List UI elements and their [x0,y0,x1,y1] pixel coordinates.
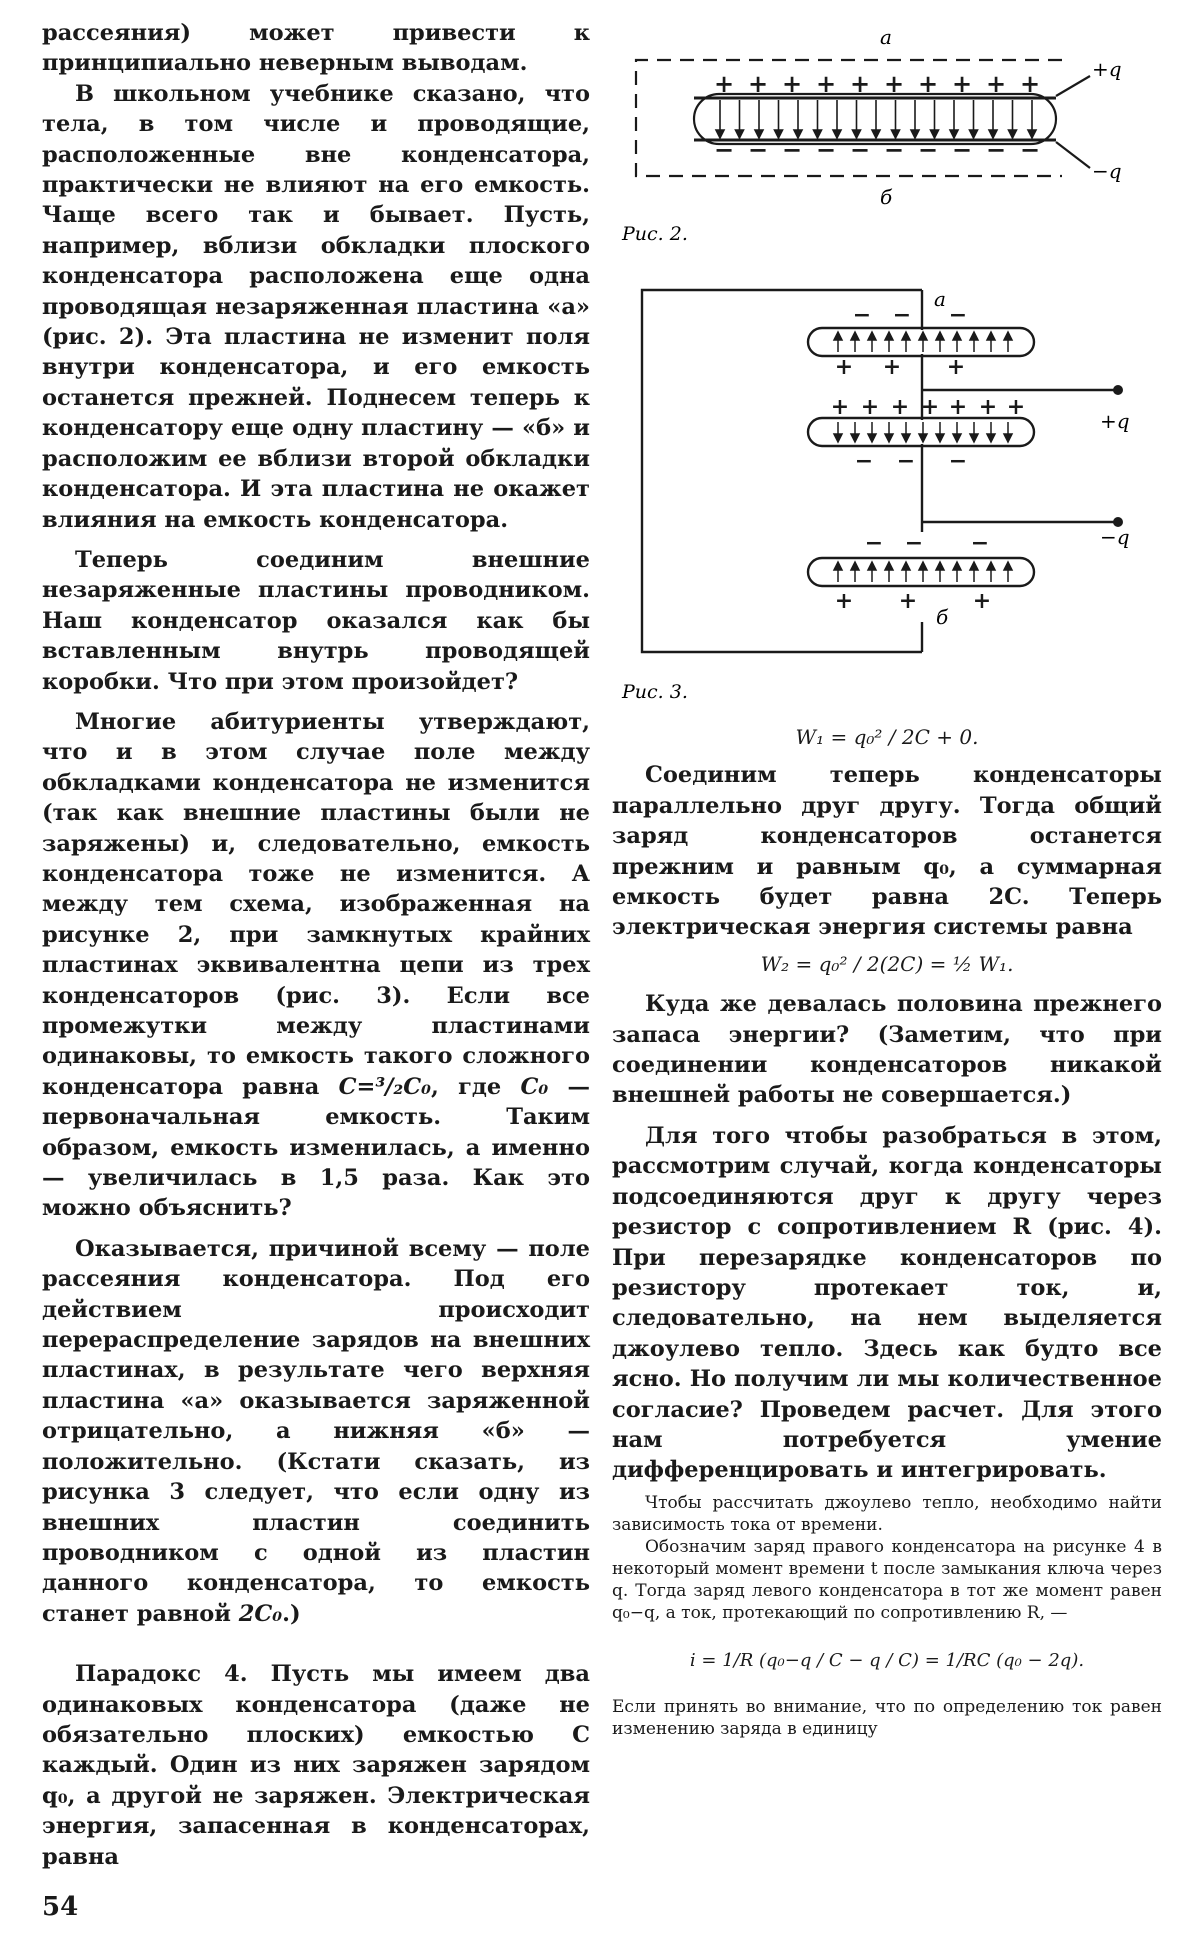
right-paragraph-2: Куда же девалась половина прежнего запаса энергии? (Заметим, что при соединении конденсаторов никакой внешней работы не совершается.) [612,991,1162,1109]
plus-sign: + [781,69,803,98]
arrow-head [936,332,944,340]
minus-sign: − [781,135,803,164]
plus-sign: + [882,354,902,380]
arrow-head [885,562,893,570]
arrow-head [936,434,944,442]
paragraph-4-text-a: Многие абитуриенты утверждают, что и в этом случае поле между обкладками конденсатора не изменится (так как внешние пластины были не заряжены) и, следовательно, емкость конденсатора тоже не изменится. А между тем схема, изображенная на рисунке 2, при замкнутых крайних пластинах эквивалентна цепи из трех конденсаторов (рис. 3). Если все промежутки между пластинами одинаковы, то емкость такого сложного конденсатора равна [42,708,590,1100]
minus-sign: − [892,302,912,328]
minus-sign: − [1019,135,1041,164]
minus-sign: − [948,302,968,328]
plus-sign: + [985,69,1007,98]
paradox-4-heading: Парадокс 4. [75,1661,248,1688]
minus-sign: − [883,135,905,164]
arrow-head [868,434,876,442]
plus-sign: + [948,394,968,420]
charge-signs [714,69,1040,164]
connecting-wire [642,290,922,652]
paragraph-5-text-a: Оказывается, причиной всему — поле рассеяния конденсатора. Под его действием происходит перераспределение зарядов на внешних пластинах, в результате чего верхняя пластина «а» оказывается заряженной отрицательно, а нижняя «б» — положительно. (Кстати сказать, из рисунка 3 следует, что если одну из внешних пластин соединить проводником с одной из пластин данного конденсатора, то емкость станет равной [42,1235,590,1627]
paragraph-4-text-c: — первоначальная емкость. Таким образом, емкость изменилась, а именно — увеличилась в 1,5 раза. Как это можно объяснить? [42,1073,590,1222]
arrow-head [851,434,859,442]
page-number: 54 [42,1892,79,1922]
small-paragraph-3: Если принять во внимание, что по определению ток равен изменению заряда в единицу [612,1697,1162,1740]
minus-sign: − [917,135,939,164]
paradox-4-text: Пусть мы имеем два одинаковых конденсатора (даже не обязательно плоских) емкостью C каждый. Один из них заряжен зарядом q₀, а другой не заряжен. Электрическая энергия, запасенная в конденсаторах, равна [42,1661,590,1870]
plus-sign: + [978,394,998,420]
label-b: б [880,185,893,209]
arrow-head [953,332,961,340]
arrow-head [868,562,876,570]
arrow-head [1004,332,1012,340]
plus-sign: + [860,394,880,420]
paradox-4-paragraph [42,1659,590,1872]
label-plus-q: +q [1092,57,1122,81]
minus-sign: − [852,302,872,328]
right-column [612,722,1162,1740]
minus-sign: − [854,448,874,474]
minus-sign: − [896,448,916,474]
capacitor-top [808,328,1034,356]
right-paragraph-1: Соединим теперь конденсаторы параллельно друг другу. Тогда общий заряд конденсаторов останется прежним и равным q₀, а суммарная емкость будет равна 2C. Теперь электрическая энергия системы равна [612,762,1162,941]
plus-sign: + [898,588,918,614]
small-paragraph-1: Чтобы рассчитать джоулево тепло, необходимо найти зависимость тока от времени. [612,1492,1162,1535]
charge-signs [831,302,1025,614]
arrow-head [834,332,842,340]
plus-sign: + [713,69,735,98]
minus-sign: − [951,135,973,164]
field-arrows [716,100,1036,138]
paragraph-5-text-b: .) [282,1600,301,1627]
capacitor-middle [808,418,1034,446]
arrow-head [919,562,927,570]
label-a: а [934,287,946,311]
arrow-head [919,434,927,442]
minus-lead [1056,142,1090,168]
arrow-head [834,562,842,570]
minus-sign: − [985,135,1007,164]
minus-sign: − [815,135,837,164]
formula-w2: W₂ = q₀² / 2(2C) = ½ W₁. [760,951,1014,976]
right-paragraph-3: Для того чтобы разобраться в этом, рассмотрим случай, когда конденсаторы подсоединяются друг к другу через резистор с сопротивлением R (рис. 4). При перезарядке конденсаторов по резистору протекает ток, и, следовательно, на нем выделяется джоулево тепло. Здесь как будто все ясно. Но получим ли мы количественное согласие? Проведем расчет. Для этого нам потребуется умение дифференцировать и интегрировать. [612,1122,1162,1484]
minus-sign: − [904,530,924,556]
c0-symbol: C₀ [520,1073,549,1100]
plus-sign: + [917,69,939,98]
arrow-head [919,332,927,340]
plus-sign: + [815,69,837,98]
arrow-head [902,562,910,570]
arrow-head [872,130,880,138]
label-minus-q: −q [1100,525,1130,549]
arrow-head [987,332,995,340]
capacitance-formula: C=³/₂C₀ [338,1073,432,1100]
paragraph-4-text-b: , где [431,1073,521,1100]
plus-lead [1056,76,1090,96]
plus-sign: + [834,354,854,380]
arrow-head [902,434,910,442]
terminal-plus [1113,385,1123,395]
plus-sign: + [883,69,905,98]
plus-sign: + [920,394,940,420]
arrow-head [1004,434,1012,442]
formula-current: i = 1/R (q₀−q / C − q / C) = 1/RC (q₀ − 2q). [689,1649,1085,1671]
plus-sign: + [747,69,769,98]
arrow-head [885,332,893,340]
label-b: б [936,605,949,629]
arrow-head [970,332,978,340]
figure-2-caption: Рис. 2. [622,223,688,245]
paragraph-2: В школьном учебнике сказано, что тела, в том числе и проводящие, расположенные вне конденсатора, практически не влияют на его емкость. Чаще всего так и бывает. Пусть, например, вблизи обкладки плоского конденсатора расположена еще одна проводящая незаряженная пластина «а» (рис. 2). Эта пластина не изменит поля внутри конденсатора, и его емкость останется прежней. Поднесем теперь к конденсатору еще одну пластину — «б» и расположим ее вблизи второй обкладки конденсатора. И эта пластина не окажет влияния на емкость конденсатора. [42,80,590,533]
paragraph-1: рассеяния) может привести к принципиально неверным выводам. [42,20,590,77]
arrow-head [936,562,944,570]
arrow-head [885,434,893,442]
arrow-head [851,332,859,340]
minus-sign: − [970,530,990,556]
paragraph-3: Теперь соединим внешние незаряженные пластины проводником. Наш конденсатор оказался как бы вставленным внутрь проводящей коробки. Что при этом произойдет? [42,546,590,695]
left-column [42,18,590,1872]
plus-sign: + [946,354,966,380]
capacitor-bottom [808,558,1034,586]
plus-sign: + [830,394,850,420]
label-a: а [880,25,892,49]
arrow-head [1004,562,1012,570]
plus-sign: + [849,69,871,98]
label-plus-q: +q [1100,409,1130,433]
arrow-head [970,562,978,570]
arrow-head [851,562,859,570]
arrow-head [987,434,995,442]
formula-w1: W₁ = q₀² / 2C + 0. [795,725,979,749]
paragraph-5 [42,1234,590,1629]
minus-sign: − [747,135,769,164]
arrow-head [736,130,744,138]
arrow-head [987,562,995,570]
figure-2 [612,18,1172,250]
arrow-head [834,434,842,442]
minus-sign: − [713,135,735,164]
minus-sign: − [849,135,871,164]
plus-sign: + [972,588,992,614]
arrow-head [1009,130,1017,138]
paragraph-4 [42,707,590,1224]
arrow-head [868,332,876,340]
arrow-head [953,434,961,442]
small-paragraph-2: Обозначим заряд правого конденсатора на рисунке 4 в некоторый момент времени t после замыкания ключа через q. Тогда заряд левого конденсатора в тот же момент равен q₀−q, а ток, протекающий по сопротивлению R, — [612,1536,1162,1623]
arrow-head [970,434,978,442]
label-minus-q: −q [1092,159,1122,183]
plus-sign: + [890,394,910,420]
figure-3-caption: Рис. 3. [622,681,688,703]
arrow-head [953,562,961,570]
plus-sign: + [1006,394,1026,420]
plus-sign: + [951,69,973,98]
figure-3 [612,262,1172,706]
plus-sign: + [1019,69,1041,98]
plus-sign: + [834,588,854,614]
arrow-head [902,332,910,340]
2c0-formula: 2C₀ [238,1600,283,1627]
minus-sign: − [948,448,968,474]
minus-sign: − [864,530,884,556]
